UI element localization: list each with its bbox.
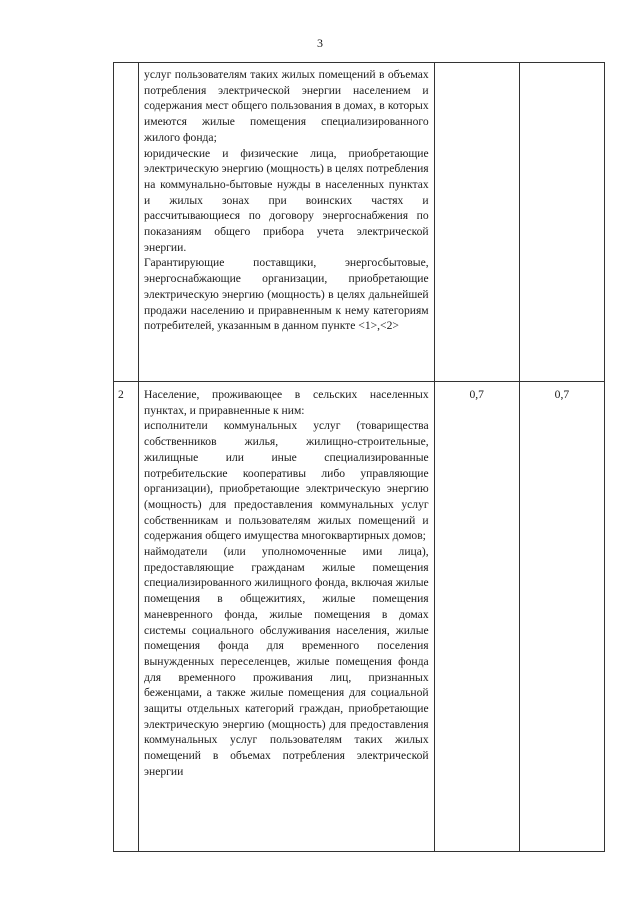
table-row-2 (114, 382, 605, 852)
description-paragraph: услуг пользователям таких жилых помещений в объемах потребления электрической энергии населением и содержания мест общего пользования в домах, в которых имеются жилые помещения специализированного жилого фонда; (144, 68, 429, 144)
table-row-continuation (114, 63, 605, 382)
description-paragraph: Гарантирующие поставщики, энергосбытовые, энергоснабжающие организации, приобретающие электрическую энергию (мощность) в целях дальнейшей продажи населению и приравненным к нему категориям потребителей, указанным в данном пункте <1>,<2> (144, 256, 429, 333)
value-cell-2 (519, 63, 604, 382)
description-paragraph: юридические и физические лица, приобретающие электрическую энергию (мощность) в целях потребления на коммунально-бытовые нужды в населенных пунктах и жилых зонах при воинских частях и рассчитывающиеся по договору энергоснабжения по показаниям общего прибора учета электрической энергии. (144, 146, 429, 254)
description-paragraph: исполнители коммунальных услуг (товарищества собственников жилья, жилищно-строительные, жилищные или иные специализированные потребительские кооперативы либо управляющие организации), приобретающие электрическую энергию (мощность) для предоставления коммунальных услуг собственникам и пользователям жилых помещений и содержания общего имущества многоквартирных домов; (144, 419, 429, 543)
value-cell-1 (434, 63, 519, 382)
page-number: 3 (317, 36, 323, 50)
description-paragraph: Население, проживающее в сельских населенных пунктах, и приравненные к ним: (144, 388, 429, 417)
row-number-cell: 2 (114, 382, 139, 852)
row-number-cell (114, 63, 139, 382)
description-paragraph: наймодатели (или уполномоченные ими лица), предоставляющие гражданам жилые помещения специализированного жилищного фонда, включая жилые помещения в общежитиях, жилые помещения маневренного фонда, жилые помещения в домах системы социального обслуживания населения, жилые помещения фонда для временного поселения вынужденных переселенцев, жилые помещения фонда для временного проживания лиц, признанных беженцами, а также жилые помещения для социальной защиты отдельных категорий граждан, приобретающие электрическую энергию (мощность) для предоставления коммунальных услуг пользователям таких жилых помещений в объемах потребления электрической энергии (144, 545, 429, 778)
row-description-cell (139, 382, 435, 852)
tariff-table (113, 62, 605, 852)
row-description-cell (139, 63, 435, 382)
value-cell-2: 0,7 (519, 382, 604, 852)
value-cell-1: 0,7 (434, 382, 519, 852)
